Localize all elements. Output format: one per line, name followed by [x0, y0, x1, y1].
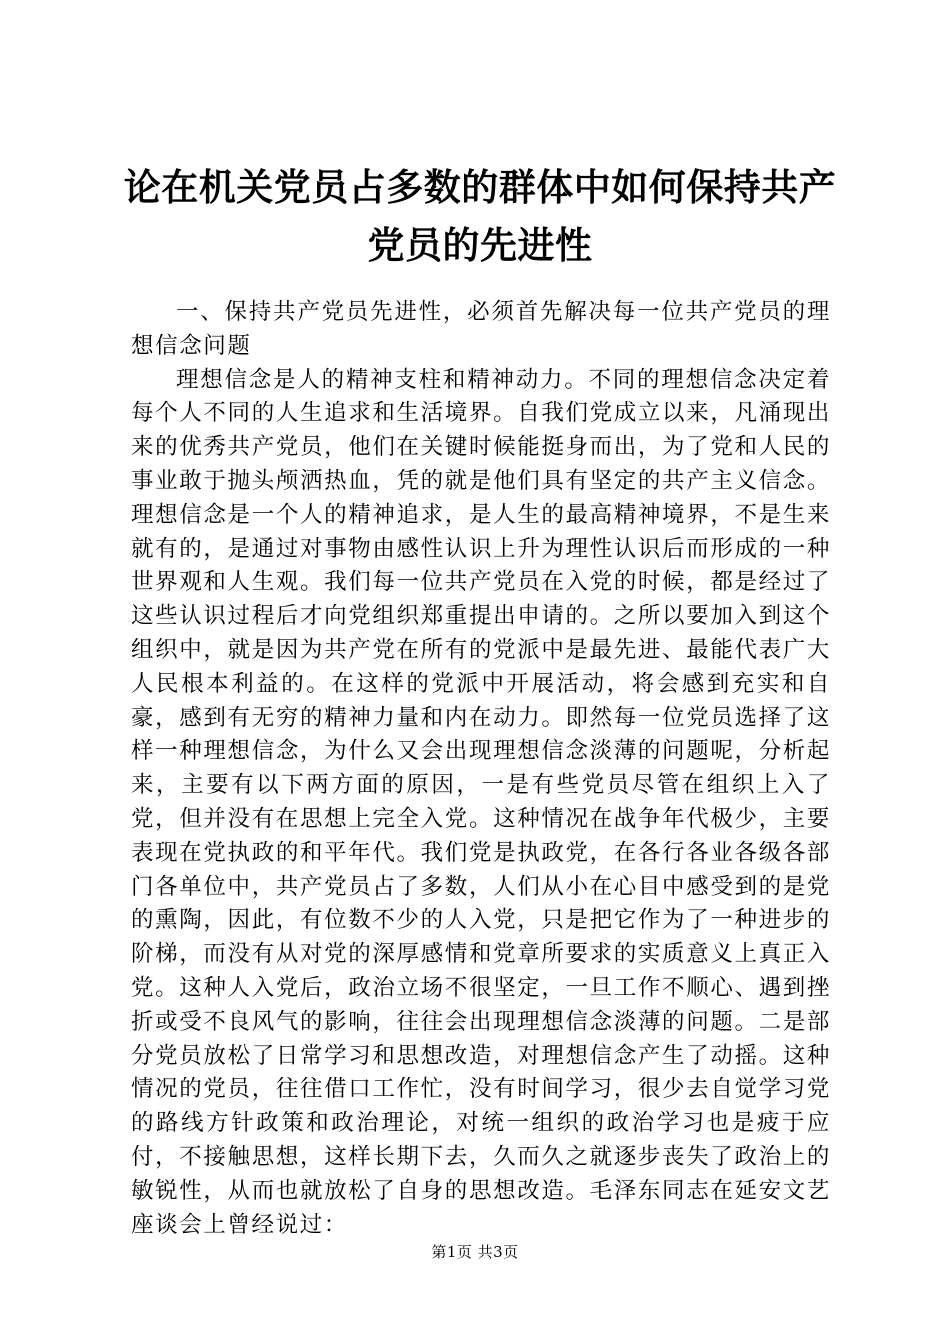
page-number-footer: 第1页 共3页	[431, 1243, 519, 1261]
body-paragraph: 理想信念是人的精神支柱和精神动力。不同的理想信念决定着每个人不同的人生追求和生活境界。自我们党成立以来，凡涌现出来的优秀共产党员，他们在关键时候能挺身而出，为了党和人民的事业敢于抛头颅洒热血，凭的就是他们具有坚定的共产主义信念。理想信念是一个人的精神追求，是人生的最高精神境界，不是生来就有的，是通过对事物由感性认识上升为理性认识后而形成的一种世界观和人生观。我们每一位共产党员在入党的时候，都是经过了这些认识过程后才向党组织郑重提出申请的。之所以要加入到这个组织中，就是因为共产党在所有的党派中是最先进、最能代表广大人民根本利益的。在这样的党派中开展活动，将会感到充实和自豪，感到有无穷的精神力量和内在动力。即然每一位党员选择了这样一种理想信念，为什么又会出现理想信念淡薄的问题呢，分析起来，主要有以下两方面的原因，一是有些党员尽管在组织上入了党，但并没有在思想上完全入党。这种情况在战争年代极少，主要表现在党执政的和平年代。我们党是执政党，在各行各业各级各部门各单位中，共产党员占了多数，人们从小在心目中感受到的是党的熏陶，因此，有位数不少的人入党，只是把它作为了一种进步的阶梯，而没有从对党的深厚感情和党章所要求的实质意义上真正入党。这种人入党后，政治立场不很坚定，一旦工作不顺心、遇到挫折或受不良风气的影响，往往会出现理想信念淡薄的问题。二是部分党员放松了日常学习和思想改造，对理想信念产生了动摇。这种情况的党员，往往借口工作忙，没有时间学习，很少去自觉学习党的路线方针政策和政治理论，对统一组织的政治学习也是疲于应付，不接触思想，这样长期下去，久而久之就逐步丧失了政治上的敏锐性，从而也就放松了自身的思想改造。毛泽东同志在延安文艺座谈会上曾经说过：	[131, 366, 831, 1238]
section-heading: 一、保持共产党员先进性，必须首先解决每一位共产党员的理想信念问题	[131, 299, 831, 359]
document-title: 论在机关党员占多数的群体中如何保持共产党员的先进性	[123, 165, 837, 267]
document-body	[131, 296, 831, 1242]
